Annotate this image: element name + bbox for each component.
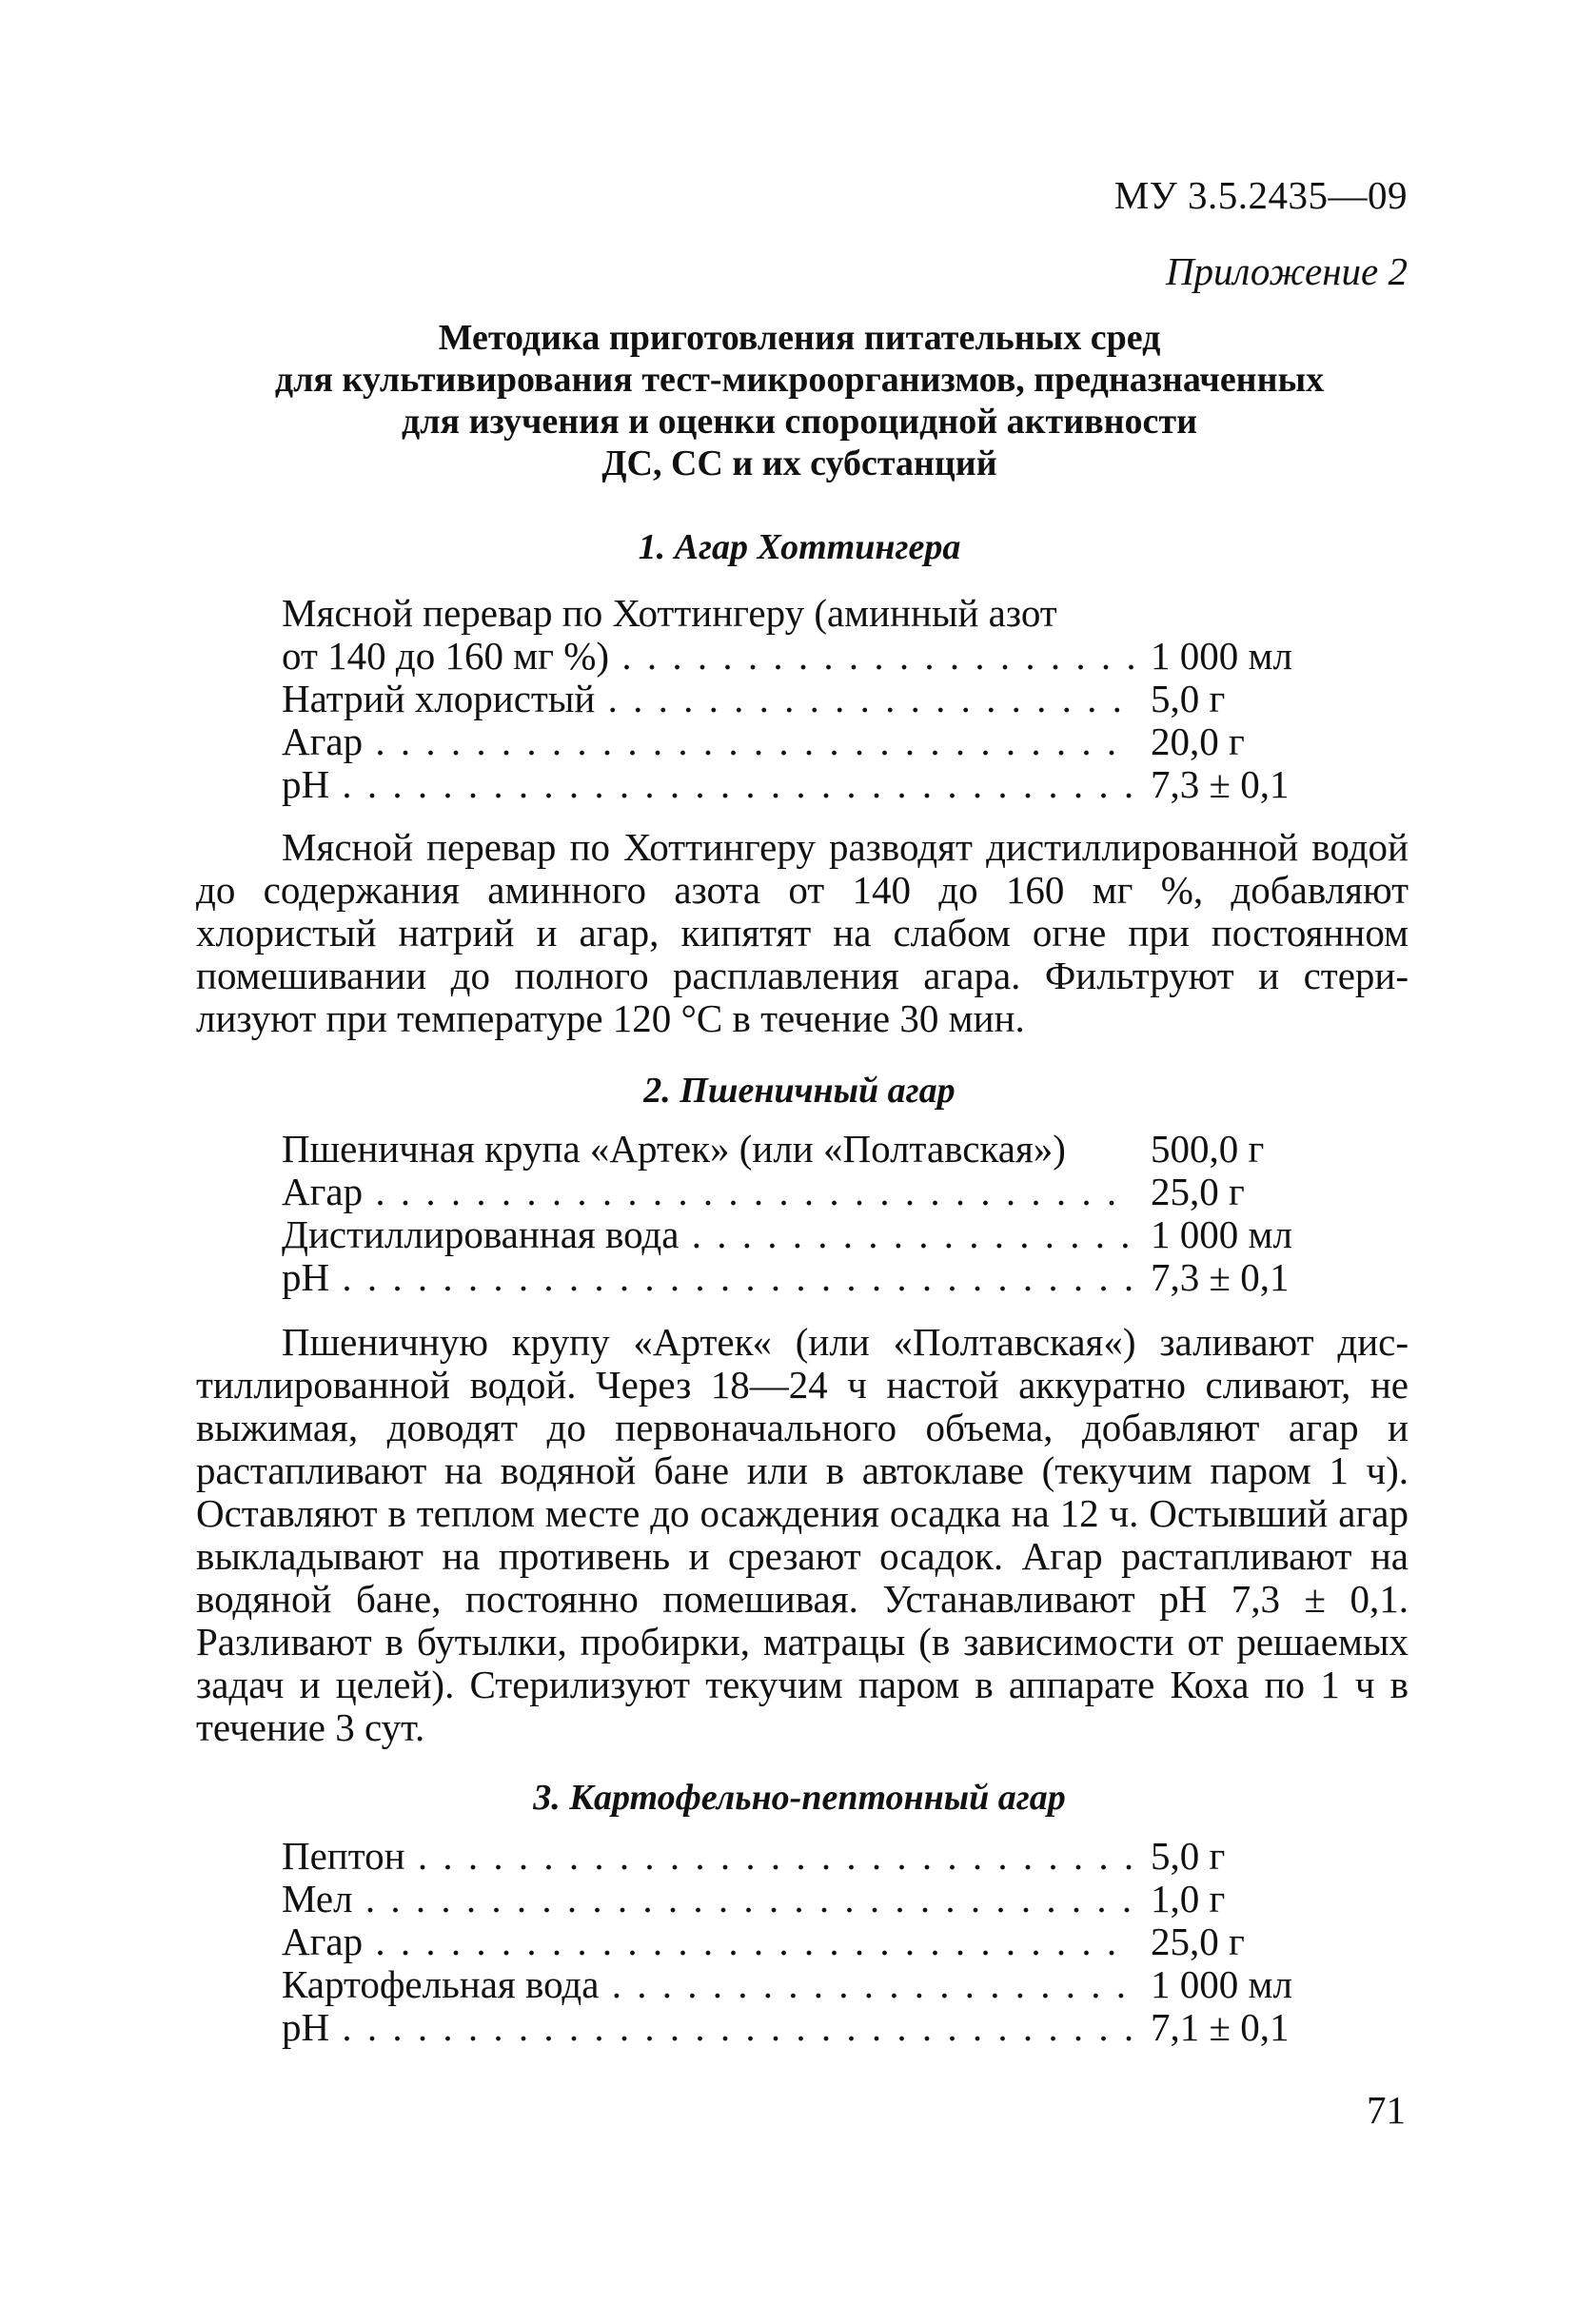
ingredient-row xyxy=(282,1256,1338,1299)
ingredient-name: pH . . . xyxy=(282,763,1133,806)
ingredient-row xyxy=(282,635,1338,678)
main-title-line: Методика приготовления питательных сред xyxy=(438,318,1161,358)
ingredient-value: 7,3 ± 0,1 xyxy=(1151,762,1290,806)
ingredient-value: 5,0 г xyxy=(1151,1834,1226,1878)
ingredient-name: Агар . . . xyxy=(282,720,1133,763)
preparation-paragraph: Пшеничную крупу «Артек« (или «Полтавская«) заливают дистиллированной водой. Через 18—24 ч настой аккуратно сливают, не выжимая, доводят до первоначального объема, добавляют агар и растапливают на водяной бане или в автоклаве (текучим паром 1 ч). Оставляют в теплом месте до осаждения осадка на 12 ч. Остывший агар выкладывают на противень и срезают осадок. Агар растапливают на водяной бане, постоянно помешивая. Устанавливают pH 7,3 ± 0,1. Разливают в бутылки, пробирки, матрацы (в зависимости от решаемых задач и целей). Стерилизуют текучим паром в аппарате Коха по 1 ч в течение 3 сут. xyxy=(196,1320,1409,1749)
ingredient-name: Картофельная вода . . . xyxy=(282,1963,1133,2006)
ingredient-value: 20,0 г xyxy=(1151,719,1245,763)
ingredient-row xyxy=(282,2006,1338,2049)
ingredient-list-wheat-agar xyxy=(282,1128,1338,1299)
main-title-line: для культивирования тест-микроорганизмов, предназначенных xyxy=(274,360,1325,400)
section-heading-hottinger-agar: 1. Агар Хоттингера xyxy=(638,527,961,567)
main-title-line: для изучения и оценки спороцидной активности xyxy=(402,402,1197,442)
appendix-label: Приложение 2 xyxy=(1165,249,1408,293)
ingredient-value: 25,0 г xyxy=(1151,1170,1245,1213)
ingredient-name: pH . . . xyxy=(282,1256,1133,1299)
ingredient-row xyxy=(282,1213,1338,1256)
ingredient-row xyxy=(282,1878,1338,1920)
ingredient-value: 7,3 ± 0,1 xyxy=(1151,1255,1290,1299)
ingredient-name: Мясной перевар по Хоттингеру (аминный азот xyxy=(282,592,1057,635)
ingredient-list-hottinger-agar xyxy=(282,592,1338,806)
ingredient-row xyxy=(282,1171,1338,1213)
ingredient-row xyxy=(282,1835,1338,1878)
ingredient-value: 1,0 г xyxy=(1151,1877,1226,1920)
ingredient-value: 1 000 мл xyxy=(1151,1962,1292,2006)
ingredient-name: Пшеничная крупа «Артек» (или «Полтавская») xyxy=(282,1128,1066,1171)
ingredient-row xyxy=(282,1963,1338,2006)
ingredient-name: Натрий хлористый . . . xyxy=(282,678,1133,720)
ingredient-row xyxy=(282,1920,1338,1963)
page-number: 71 xyxy=(1367,2088,1406,2132)
ingredient-list-potato-peptone-agar xyxy=(282,1835,1338,2049)
ingredient-row xyxy=(282,720,1338,763)
ingredient-row xyxy=(282,1128,1338,1171)
ingredient-value: 1 000 мл xyxy=(1151,634,1292,678)
ingredient-name: pH . . . xyxy=(282,2006,1133,2049)
preparation-paragraph: Мясной перевар по Хоттингеру разводят дистиллированной водой до содержания аминного азота от 140 до 160 мг %, добавляют хлористый натрий и агар, кипятят на слабом огне при постоянном помешивании до полного расплавления агара. Фильтруют и стерилизуют при температуре 120 °С в течение 30 мин. xyxy=(196,825,1409,1040)
ingredient-row xyxy=(282,678,1338,720)
ingredient-row xyxy=(282,592,1338,635)
ingredient-value: 5,0 г xyxy=(1151,677,1226,720)
ingredient-value: 7,1 ± 0,1 xyxy=(1151,2005,1290,2049)
section-heading-potato-peptone-agar: 3. Картофельно-пептонный агар xyxy=(533,1778,1066,1818)
main-title xyxy=(190,317,1409,484)
section-heading-wheat-agar: 2. Пшеничный агар xyxy=(643,1071,956,1111)
ingredient-value: 1 000 мл xyxy=(1151,1212,1292,1256)
document-code: МУ 3.5.2435—09 xyxy=(1113,173,1408,217)
ingredient-name: Дистиллированная вода . . . xyxy=(282,1213,1133,1256)
ingredient-name: Мел . . . xyxy=(282,1878,1133,1920)
ingredient-name: от 140 до 160 мг %) . . . xyxy=(282,635,1133,678)
ingredient-value: 500,0 г xyxy=(1151,1127,1265,1171)
main-title-line: ДС, СС и их субстанций xyxy=(601,443,997,483)
ingredient-name: Агар . . . xyxy=(282,1920,1133,1963)
ingredient-name: Пептон . . . xyxy=(282,1835,1133,1878)
ingredient-value: 25,0 г xyxy=(1151,1920,1245,1963)
ingredient-name: Агар . . . xyxy=(282,1171,1133,1213)
ingredient-row xyxy=(282,763,1338,806)
